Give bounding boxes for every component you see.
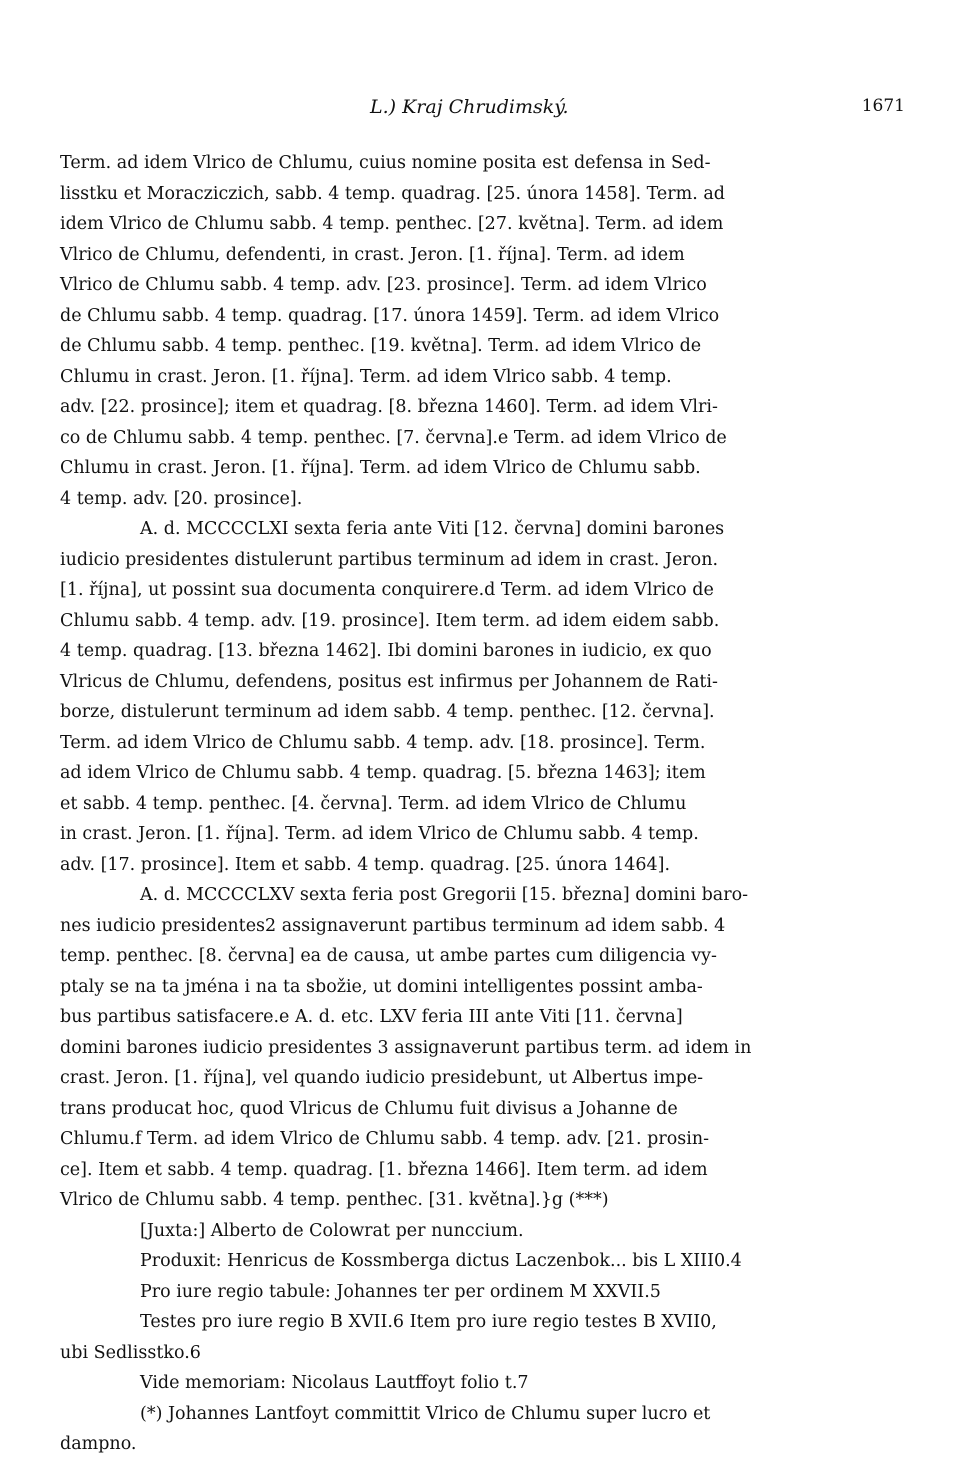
text-line: temp. penthec. [8. června] ea de causa, ut ambe partes cum diligencia vy- [60, 946, 717, 966]
text-line: A. d. MCCCCLXI sexta feria ante Viti [12. června] domini barones [140, 519, 725, 539]
text-line: nes iudicio presidentes2 assignaverunt partibus terminum ad idem sabb. 4 [60, 915, 726, 936]
text-line: ubi Sedlisstko.6 [60, 1342, 201, 1363]
text-line: [1. října], ut possint sua documenta conquirere.d Term. ad idem Vlrico de [60, 580, 714, 600]
text-line: co de Chlumu sabb. 4 temp. penthec. [7. června].e Term. ad idem Vlrico de [60, 427, 727, 448]
text-line: ptaly se na ta jména i na ta sbožie, ut domini intelligentes possint amba- [60, 976, 703, 997]
running-header [60, 96, 905, 126]
text-line: Chlumu.f Term. ad idem Vlrico de Chlumu sabb. 4 temp. adv. [21. prosin- [60, 1129, 710, 1149]
text-line: Term. ad idem Vlrico de Chlumu sabb. 4 temp. adv. [18. prosince]. Term. [60, 732, 706, 753]
text-line: bus partibus satisfacere.e A. d. etc. LXV feria III ante Viti [11. června] [60, 1007, 683, 1027]
text-line: et sabb. 4 temp. penthec. [4. června]. Term. ad idem Vlrico de Chlumu [60, 793, 687, 814]
text-line: lisstku et Moracziczich, sabb. 4 temp. quadrag. [25. února 1458]. Term. ad [60, 183, 725, 204]
text-line: Vlrico de Chlumu sabb. 4 temp. penthec. [31. května].}g (***) [60, 1190, 609, 1210]
text-line: Chlumu sabb. 4 temp. adv. [19. prosince]. Item term. ad idem eidem sabb. [60, 610, 720, 631]
document-body [60, 148, 905, 1460]
text-line: A. d. MCCCCLXV sexta feria post Gregorii [15. března] domini baro- [140, 885, 749, 905]
text-line: Vlrico de Chlumu, defendenti, in crast. Jeron. [1. října]. Term. ad idem [60, 244, 685, 265]
text-line: ad idem Vlrico de Chlumu sabb. 4 temp. quadrag. [5. března 1463]; item [60, 763, 706, 783]
text-line: adv. [17. prosince]. Item et sabb. 4 temp. quadrag. [25. února 1464]. [60, 854, 671, 875]
text-line: 4 temp. quadrag. [13. března 1462]. Ibi domini barones in iudicio, ex quo [60, 641, 712, 661]
text-line: iudicio presidentes distulerunt partibus terminum ad idem in crast. Jeron. [60, 549, 719, 570]
text-line: [Juxta:] Alberto de Colowrat per nunccium. [140, 1220, 524, 1241]
text-line: Testes pro iure regio B XVII.6 Item pro iure regio testes B XVII0, [140, 1312, 717, 1332]
text-line: Vide memoriam: Nicolaus Lautffoyt folio t.7 [140, 1373, 529, 1393]
text-line: in crast. Jeron. [1. října]. Term. ad idem Vlrico de Chlumu sabb. 4 temp. [60, 824, 699, 844]
text-line: trans producat hoc, quod Vlricus de Chlumu fuit divisus a Johanne de [60, 1098, 678, 1119]
text-line: Pro iure regio tabule: Johannes ter per ordinem M XXVII.5 [140, 1281, 661, 1302]
text-line: Produxit: Henricus de Kossmberga dictus Laczenbok... bis L XIII0.4 [140, 1251, 742, 1271]
text-line: (*) Johannes Lantfoyt committit Vlrico de Chlumu super lucro et [140, 1403, 711, 1424]
text-line: domini barones iudicio presidentes 3 assignaverunt partibus term. ad idem in [60, 1037, 752, 1058]
text-line: dampno. [60, 1434, 137, 1454]
text-line: Chlumu in crast. Jeron. [1. října]. Term. ad idem Vlrico sabb. 4 temp. [60, 366, 672, 387]
text-line: de Chlumu sabb. 4 temp. quadrag. [17. února 1459]. Term. ad idem Vlrico [60, 305, 720, 326]
text-line: borze, distulerunt terminum ad idem sabb. 4 temp. penthec. [12. června]. [60, 702, 715, 722]
text-line: ce]. Item et sabb. 4 temp. quadrag. [1. března 1466]. Item term. ad idem [60, 1159, 708, 1180]
text-line: de Chlumu sabb. 4 temp. penthec. [19. května]. Term. ad idem Vlrico de [60, 336, 702, 356]
header-title: L.) Kraj Chrudimský. [370, 96, 569, 118]
text-line: Vlrico de Chlumu sabb. 4 temp. adv. [23. prosince]. Term. ad idem Vlrico [60, 275, 707, 295]
text-line: adv. [22. prosince]; item et quadrag. [8. března 1460]. Term. ad idem Vlri- [60, 397, 718, 417]
text-line: 4 temp. adv. [20. prosince]. [60, 488, 303, 509]
text-line: Chlumu in crast. Jeron. [1. října]. Term. ad idem Vlrico de Chlumu sabb. [60, 458, 701, 478]
text-line: Vlricus de Chlumu, defendens, positus est infirmus per Johannem de Rati- [60, 671, 718, 692]
text-line: crast. Jeron. [1. října], vel quando iudicio presidebunt, ut Albertus impe- [60, 1068, 704, 1088]
text-line: idem Vlrico de Chlumu sabb. 4 temp. penthec. [27. května]. Term. ad idem [60, 214, 724, 234]
page-number: 1671 [861, 96, 905, 116]
text-line: Term. ad idem Vlrico de Chlumu, cuius nomine posita est defensa in Sed- [60, 153, 711, 173]
